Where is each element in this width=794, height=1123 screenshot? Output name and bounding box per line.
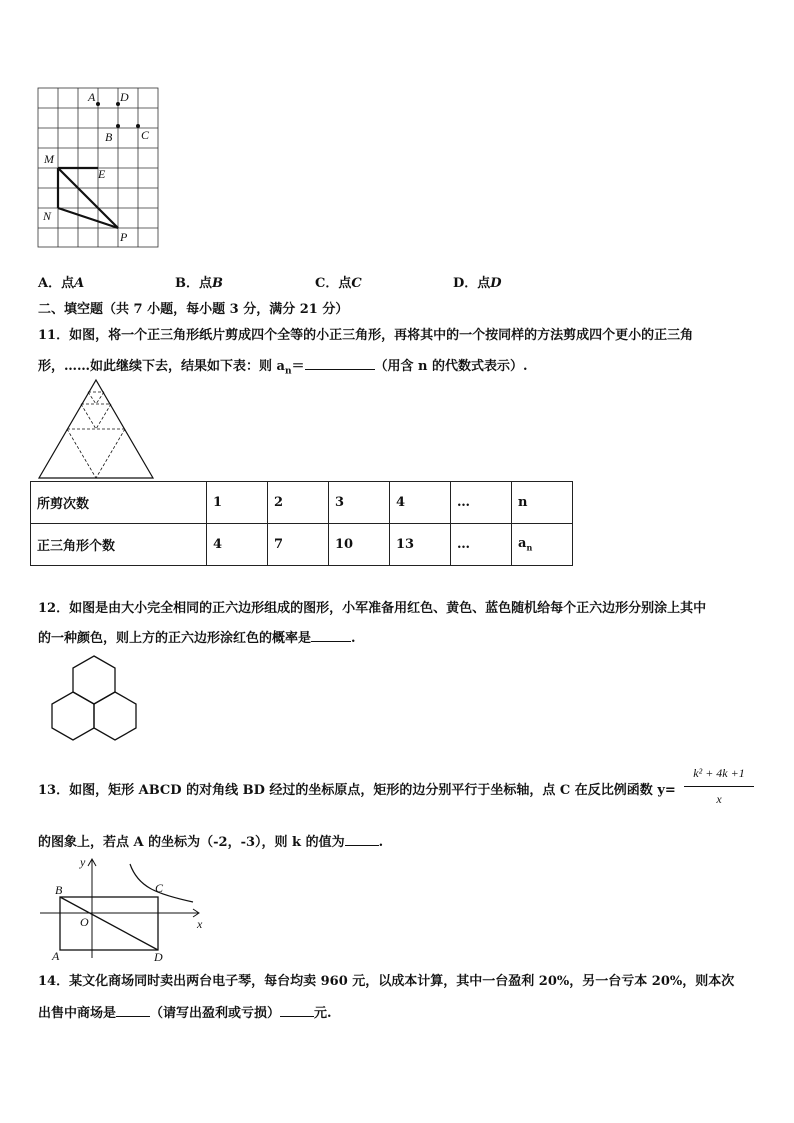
q12-answer-blank[interactable] [311, 629, 351, 642]
q11-triangle-figure [36, 378, 156, 480]
fig-label-A: A [52, 949, 60, 962]
label-N: N [43, 209, 52, 223]
q11-line1: 11．如图，将一个正三角形纸片剪成四个全等的小正三角形，再将其中的一个按同样的方法剪成四个更小的正三角 [38, 328, 694, 343]
fig-label-O: O [80, 915, 89, 929]
fig-label-D: D [154, 950, 163, 962]
fig-label-B: B [55, 883, 63, 897]
fig-label-x: x [197, 917, 203, 931]
q13-fraction-denominator: x [716, 792, 722, 806]
q10-grid-figure [36, 86, 160, 250]
point-B-dot [116, 124, 120, 128]
fig-label-C: C [155, 881, 164, 895]
fig-label-y: y [80, 855, 86, 869]
point-C-dot [136, 124, 140, 128]
label-E: E [98, 167, 106, 181]
q13-fraction-numerator: k² + 4k +1 [693, 766, 745, 780]
table-row: 所剪次数 1 2 3 4 … n [31, 482, 573, 524]
q13-answer-blank[interactable] [345, 833, 379, 846]
label-B: B [105, 130, 113, 144]
label-C: C [141, 128, 150, 142]
table-row: 正三角形个数 4 7 10 13 … $a_n$ [31, 524, 573, 566]
q11-answer-blank[interactable] [305, 357, 375, 370]
point-A-dot [96, 102, 100, 106]
q13-line1: 13．如图，矩形 ABCD 的对角线 BD 经过的坐标原点，矩形的边分别平行于坐标轴，点 C 在反比例函数 y= [38, 783, 676, 798]
q14-answer-blank-2[interactable] [280, 1004, 314, 1017]
q13-line2: 的图象上，若点 A 的坐标为（-2，-3），则 k 的值为 . [38, 835, 384, 850]
q12-line2: 的一种颜色，则上方的正六边形涂红色的概率是 . [38, 631, 356, 646]
option-d[interactable]: D．点D [453, 276, 502, 291]
option-c[interactable]: C．点C [315, 276, 362, 291]
option-a[interactable]: A．点A [38, 276, 85, 291]
q13-fraction-bar [684, 786, 754, 787]
q12-hexagon-figure [44, 653, 144, 751]
q11-line2: 形，……如此继续下去，结果如下表：则 $a_n=$ （用含 n 的代数式表示）. [38, 359, 528, 377]
q11-table [30, 481, 573, 566]
q14-line1: 14．某文化商场同时卖出两台电子琴，每台均卖 960 元，以成本计算，其中一台盈利 20%，另一台亏本 20%，则本次 [38, 974, 735, 989]
option-b[interactable]: B．点B [175, 276, 223, 291]
q14-line2: 出售中商场是 （请写出盈利或亏损） 元. [38, 1006, 332, 1021]
label-A: A [88, 90, 96, 104]
label-D: D [120, 90, 129, 104]
label-M: M [44, 152, 54, 166]
q12-line1: 12．如图是由大小完全相同的正六边形组成的图形，小军准备用红色、黄色、蓝色随机给每个正六边形分别涂上其中 [38, 601, 707, 616]
q14-answer-blank-1[interactable] [116, 1004, 150, 1017]
q13-rectangle-figure [38, 852, 206, 962]
section-heading: 二、填空题（共 7 小题，每小题 3 分，满分 21 分） [38, 302, 349, 317]
label-P: P [120, 230, 128, 244]
